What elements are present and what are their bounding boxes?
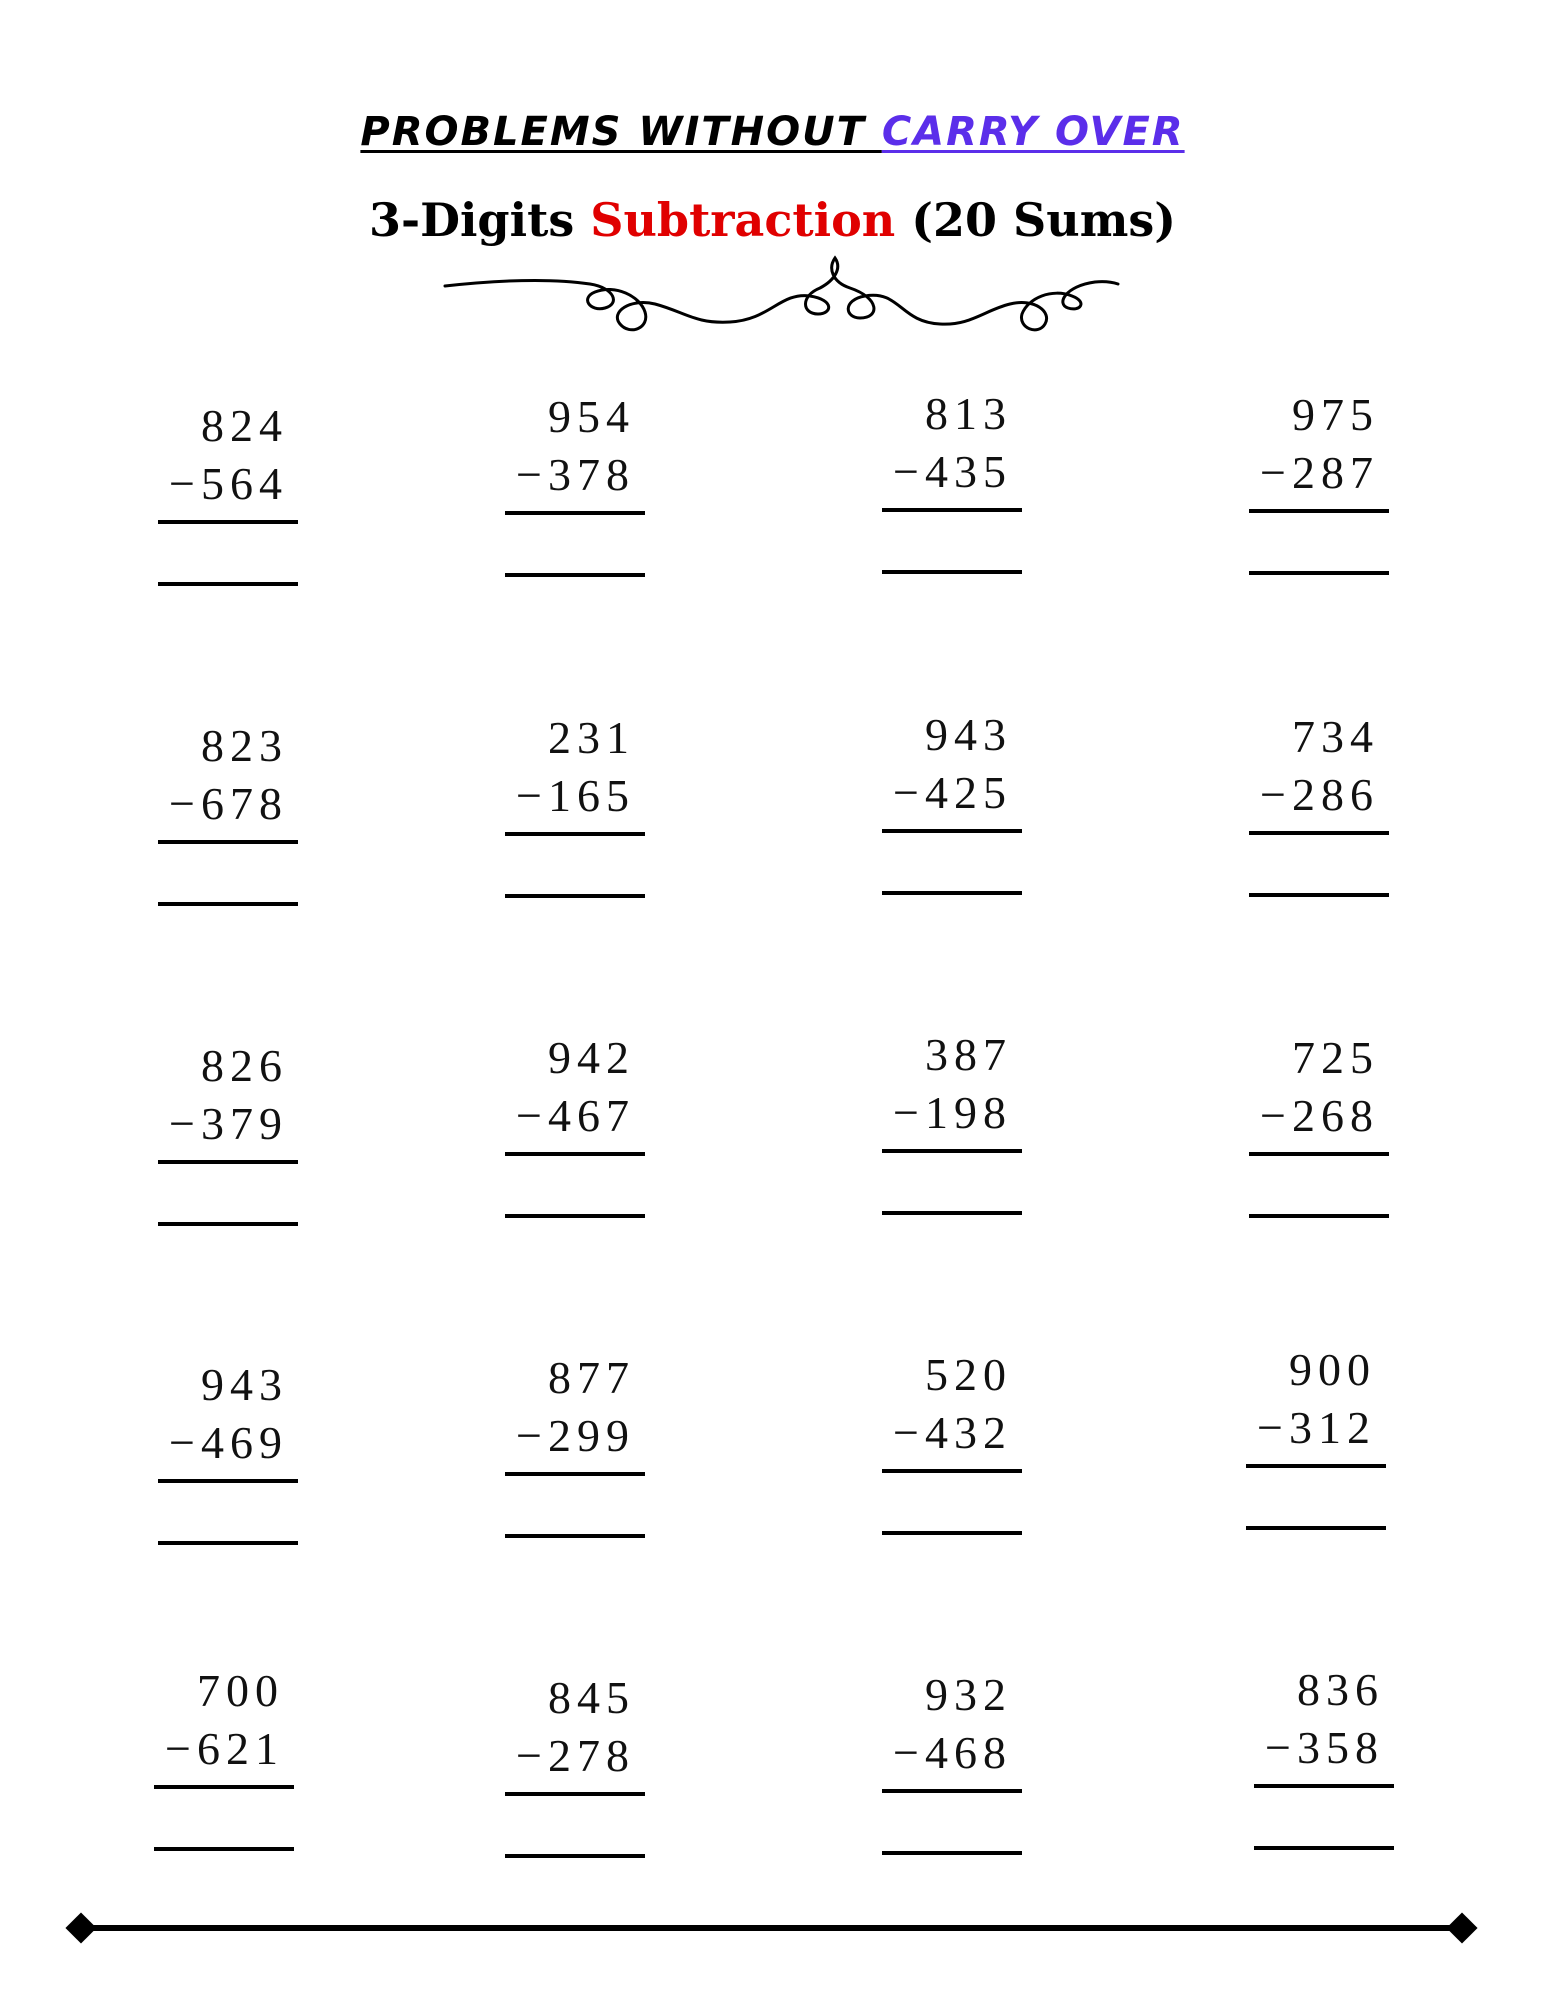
problem-9	[158, 1038, 298, 1238]
subtrahend: −278	[516, 1730, 635, 1781]
subtrahend: −378	[516, 449, 635, 500]
sum-line	[158, 1479, 298, 1483]
answer-line[interactable]	[1249, 571, 1389, 575]
minuend: 520	[925, 1349, 1012, 1400]
minuend: 823	[201, 720, 288, 771]
heading-text-part1: PROBLEMS WITHOUT	[360, 109, 882, 155]
sum-line	[505, 1792, 645, 1796]
minuend: 813	[925, 388, 1012, 439]
subtrahend: −425	[893, 767, 1012, 818]
subtrahend: −621	[165, 1723, 284, 1774]
heading-text-carry-over: CARRY OVER	[881, 109, 1185, 155]
subtrahend: −287	[1260, 447, 1379, 498]
answer-line[interactable]	[154, 1847, 294, 1851]
problem-5	[158, 718, 298, 918]
subtrahend: −678	[169, 778, 288, 829]
problem-12	[1249, 1030, 1389, 1230]
worksheet-subtitle	[0, 190, 1545, 250]
problem-19	[882, 1667, 1022, 1867]
answer-line[interactable]	[882, 891, 1022, 895]
sum-line	[1254, 1784, 1394, 1788]
sum-line	[882, 1789, 1022, 1793]
sum-line	[158, 840, 298, 844]
problem-18	[505, 1670, 645, 1870]
minuend: 943	[925, 709, 1012, 760]
answer-line[interactable]	[505, 1214, 645, 1218]
answer-line[interactable]	[1246, 1526, 1386, 1530]
diamond-left-icon	[65, 1912, 96, 1943]
answer-line[interactable]	[158, 582, 298, 586]
answer-line[interactable]	[882, 1211, 1022, 1215]
sum-line	[1246, 1464, 1386, 1468]
answer-line[interactable]	[882, 1851, 1022, 1855]
problem-6	[505, 710, 645, 910]
minuend: 836	[1297, 1664, 1384, 1715]
minuend: 826	[201, 1040, 288, 1091]
minuend: 824	[201, 400, 288, 451]
answer-line[interactable]	[158, 1541, 298, 1545]
sum-line	[1249, 831, 1389, 835]
subtitle-digits-text: 3-Digits	[368, 193, 591, 247]
minuend: 975	[1292, 389, 1379, 440]
subtrahend: −432	[893, 1407, 1012, 1458]
minuend: 725	[1292, 1032, 1379, 1083]
flourish-ornament-icon	[440, 252, 1120, 338]
subtrahend: −468	[893, 1727, 1012, 1778]
answer-line[interactable]	[1249, 893, 1389, 897]
problem-3	[882, 386, 1022, 586]
problem-20	[1254, 1662, 1394, 1862]
subtrahend: −198	[893, 1087, 1012, 1138]
minuend: 877	[548, 1352, 635, 1403]
problem-2	[505, 389, 645, 589]
minuend: 942	[548, 1032, 635, 1083]
answer-line[interactable]	[158, 902, 298, 906]
minuend: 231	[548, 712, 635, 763]
sum-line	[154, 1785, 294, 1789]
subtrahend: −435	[893, 446, 1012, 497]
subtrahend: −312	[1257, 1402, 1376, 1453]
subtrahend: −467	[516, 1090, 635, 1141]
answer-line[interactable]	[1249, 1214, 1389, 1218]
sum-line	[882, 829, 1022, 833]
problem-13	[158, 1357, 298, 1557]
minuend: 734	[1292, 711, 1379, 762]
answer-line[interactable]	[505, 894, 645, 898]
answer-line[interactable]	[882, 570, 1022, 574]
sum-line	[505, 832, 645, 836]
subtrahend: −564	[169, 458, 288, 509]
diamond-right-icon	[1446, 1912, 1477, 1943]
sum-line	[882, 1149, 1022, 1153]
problem-10	[505, 1030, 645, 1230]
problem-15	[882, 1347, 1022, 1547]
sum-line	[158, 1160, 298, 1164]
subtitle-count-text: (20 Sums)	[895, 193, 1177, 247]
problem-8	[1249, 709, 1389, 909]
subtrahend: −358	[1265, 1722, 1384, 1773]
problem-14	[505, 1350, 645, 1550]
worksheet-heading	[0, 104, 1545, 160]
problem-17	[154, 1663, 294, 1863]
minuend: 954	[548, 391, 635, 442]
subtrahend: −165	[516, 770, 635, 821]
problem-1	[158, 398, 298, 598]
answer-line[interactable]	[505, 573, 645, 577]
subtitle-subtraction-text: Subtraction	[590, 193, 896, 247]
sum-line	[158, 520, 298, 524]
subtrahend: −286	[1260, 769, 1379, 820]
minuend: 700	[197, 1665, 284, 1716]
footer-divider	[80, 1925, 1466, 1931]
answer-line[interactable]	[505, 1534, 645, 1538]
minuend: 943	[201, 1359, 288, 1410]
problem-4	[1249, 387, 1389, 587]
problem-16	[1246, 1342, 1386, 1542]
problem-11	[882, 1027, 1022, 1227]
answer-line[interactable]	[158, 1222, 298, 1226]
sum-line	[1249, 509, 1389, 513]
minuend: 932	[925, 1669, 1012, 1720]
sum-line	[505, 1472, 645, 1476]
sum-line	[882, 1469, 1022, 1473]
subtrahend: −469	[169, 1417, 288, 1468]
sum-line	[505, 511, 645, 515]
answer-line[interactable]	[882, 1531, 1022, 1535]
problem-7	[882, 707, 1022, 907]
sum-line	[505, 1152, 645, 1156]
sum-line	[882, 508, 1022, 512]
answer-line[interactable]	[1254, 1846, 1394, 1850]
subtrahend: −268	[1260, 1090, 1379, 1141]
subtrahend: −299	[516, 1410, 635, 1461]
minuend: 387	[925, 1029, 1012, 1080]
sum-line	[1249, 1152, 1389, 1156]
subtrahend: −379	[169, 1098, 288, 1149]
minuend: 900	[1289, 1344, 1376, 1395]
minuend: 845	[548, 1672, 635, 1723]
answer-line[interactable]	[505, 1854, 645, 1858]
